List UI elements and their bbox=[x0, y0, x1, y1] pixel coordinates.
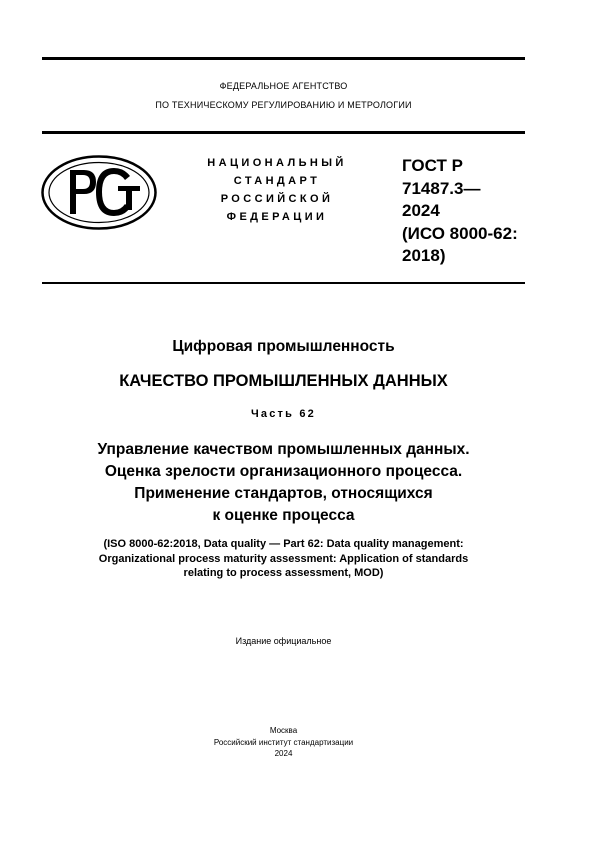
document-subtitle: Цифровая промышленность bbox=[172, 338, 395, 355]
description-line-1: Управление качеством промышленных данных. bbox=[97, 441, 470, 458]
bottom-rule bbox=[42, 282, 525, 284]
designation-line-1: ГОСТ Р bbox=[402, 156, 463, 175]
description-line-4: к оценке процесса bbox=[212, 507, 355, 524]
imprint bbox=[42, 725, 525, 760]
imprint-publisher: Российский институт стандартизации bbox=[213, 737, 354, 747]
national-standard-line-2: СТАНДАРТ bbox=[233, 175, 321, 187]
middle-rule bbox=[42, 131, 525, 134]
document-description bbox=[42, 439, 525, 527]
gost-r-emblem-icon bbox=[40, 154, 158, 231]
iso-reference-line-1: (ISO 8000-62:2018, Data quality — Part 62: Data quality management: bbox=[103, 538, 464, 550]
national-standard-line-1: НАЦИОНАЛЬНЫЙ bbox=[207, 157, 347, 169]
national-standard-line-3: РОССИЙСКОЙ bbox=[220, 193, 334, 205]
standard-designation bbox=[402, 155, 527, 268]
designation-line-3: 2024 bbox=[402, 201, 440, 220]
iso-reference-line-2: Organizational process maturity assessment: Application of standards bbox=[98, 552, 469, 565]
designation-line-4: (ИСО 8000-62: bbox=[402, 223, 518, 243]
agency-line-2: ПО ТЕХНИЧЕСКОМУ РЕГУЛИРОВАНИЮ И МЕТРОЛОГИИ bbox=[155, 100, 412, 110]
document-title: КАЧЕСТВО ПРОМЫШЛЕННЫХ ДАННЫХ bbox=[119, 372, 448, 390]
imprint-year: 2024 bbox=[274, 749, 293, 758]
top-rule bbox=[42, 57, 525, 60]
description-line-3: Применение стандартов, относящихся bbox=[134, 485, 433, 502]
iso-reference-line-3: relating to process assessment, MOD) bbox=[183, 567, 384, 579]
national-standard-line-4: ФЕДЕРАЦИИ bbox=[226, 211, 328, 223]
imprint-city: Москва bbox=[269, 726, 298, 735]
iso-reference bbox=[42, 537, 525, 581]
agency-line-1: ФЕДЕРАЛЬНОЕ АГЕНТСТВО bbox=[219, 81, 348, 91]
description-line-2: Оценка зрелости организационного процесса. bbox=[104, 463, 463, 480]
document-part: Часть 62 bbox=[250, 408, 316, 420]
official-edition-label: Издание официальное bbox=[235, 636, 332, 646]
designation-line-5: 2018) bbox=[402, 246, 446, 265]
designation-line-2: 71487.3— bbox=[402, 178, 481, 198]
